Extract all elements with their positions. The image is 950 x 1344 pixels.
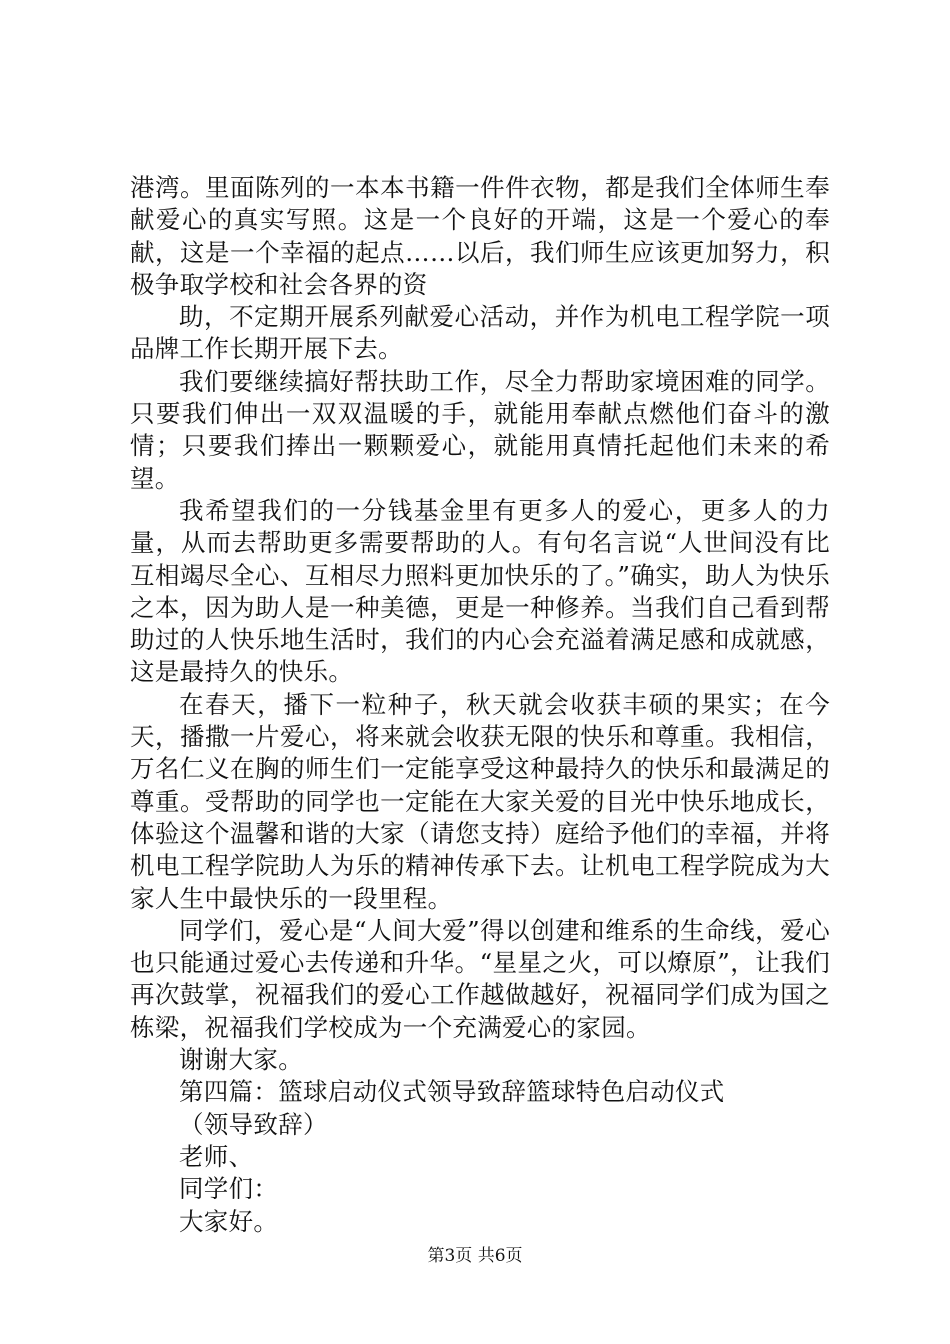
document-body [130,172,830,1238]
section-subheading: （领导致辞） [179,1109,328,1139]
paragraph: 我们要继续搞好帮扶助工作，尽全力帮助家境困难的同学。只要我们伸出一双双温暖的手，就能用奉献点燃他们奋斗的激情；只要我们捧出一颗颗爱心，就能用真情托起他们未来的希望。 [130,366,830,493]
page-number: 第3页 共6页 [427,1246,523,1266]
paragraph: 我希望我们的一分钱基金里有更多人的爱心，更多人的力量，从而去帮助更多需要帮助的人。有句名言说“人世间没有比互相竭尽全心、互相尽力照料更加快乐的了。”确实，助人为快乐之本，因为助人是一种美德，更是一种修养。当我们自己看到帮助过的人快乐地生活时，我们的内心会充溢着满足感和成就感，这是最持久的快乐。 [130,495,831,687]
greeting-line: 大家好。 [179,1206,279,1236]
paragraph: 同学们，爱心是“人间大爱”得以创建和维系的生命线，爱心也只能通过爱心去传递和升华。“星星之火，可以燎原”，让我们再次鼓掌，祝福我们的爱心工作越做越好，祝福同学们成为国之栋梁，祝福我们学校成为一个充满爱心的家园。 [130,915,830,1042]
closing-line: 谢谢大家。 [179,1045,303,1075]
page-footer [0,1245,950,1267]
salutation-line: 同学们： [179,1174,279,1204]
paragraph: 在春天，播下一粒种子，秋天就会收获丰硕的果实；在今天，播撒一片爱心，将来就会收获无限的快乐和尊重。我相信，万名仁义在胸的师生们一定能享受这种最持久的快乐和最满足的尊重。受帮助的同学也一定能在大家关爱的目光中快乐地成长，体验这个温馨和谐的大家（请您支持）庭给予他们的幸福，并将机电工程学院助人为乐的精神传承下去。让机电工程学院成为大家人生中最快乐的一段里程。 [130,689,830,913]
paragraph: 助，不定期开展系列献爱心活动，并作为机电工程学院一项品牌工作长期开展下去。 [130,302,830,364]
paragraph: 港湾。里面陈列的一本本书籍一件件衣物，都是我们全体师生奉献爱心的真实写照。这是一个良好的开端，这是一个爱心的奉献，这是一个幸福的起点……以后，我们师生应该更加努力，积极争取学校和社会各界的资 [130,173,830,299]
salutation-line: 老师、 [179,1141,254,1171]
section-heading: 第四篇：篮球启动仪式领导致辞篮球特色启动仪式 [179,1077,725,1107]
